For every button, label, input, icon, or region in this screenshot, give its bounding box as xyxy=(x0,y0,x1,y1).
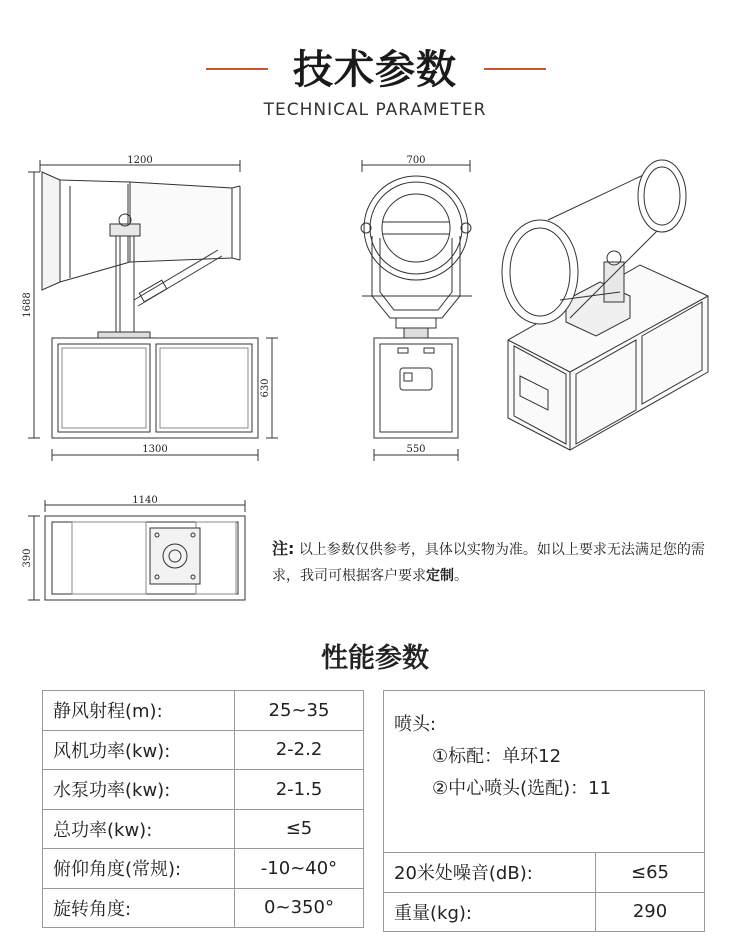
nozzle-option-standard: ①标配：单环12 xyxy=(432,746,562,767)
front-view-drawing xyxy=(361,160,472,461)
param-value: 2-2.2 xyxy=(235,730,364,770)
param-value: 2-1.5 xyxy=(235,770,364,810)
param-key: 旋转角度: xyxy=(43,888,235,928)
side-view-drawing xyxy=(28,160,278,461)
param-key: 水泵功率(kw): xyxy=(43,770,235,810)
nozzle-label: 喷头: xyxy=(394,714,437,735)
dim-top-depth: 390 xyxy=(22,548,33,568)
note-text xyxy=(272,536,732,589)
dim-base-height: 630 xyxy=(260,378,271,398)
param-value: 290 xyxy=(596,892,705,932)
note-bold: 定制 xyxy=(426,568,454,584)
nozzle-cell xyxy=(384,691,705,853)
param-value: 0~350° xyxy=(235,888,364,928)
table-row xyxy=(43,849,364,889)
param-value: 25~35 xyxy=(235,691,364,731)
param-key: 20米处噪音(dB): xyxy=(384,853,596,893)
table-row xyxy=(384,691,705,853)
note-label: 注: xyxy=(272,539,295,558)
param-key: 风机功率(kw): xyxy=(43,730,235,770)
dim-front-width-base: 550 xyxy=(406,444,426,455)
section-subtitle: TECHNICAL PARAMETER xyxy=(263,100,487,120)
dim-side-width-top: 1200 xyxy=(127,155,153,166)
dim-side-width-base: 1300 xyxy=(142,444,168,455)
table-row xyxy=(43,691,364,731)
param-value: -10~40° xyxy=(235,849,364,889)
table-row xyxy=(384,853,705,893)
param-key: 静风射程(m): xyxy=(43,691,235,731)
param-value: ≤5 xyxy=(235,809,364,849)
dim-front-width-top: 700 xyxy=(406,155,426,166)
isometric-view-drawing xyxy=(502,160,708,450)
top-view-drawing xyxy=(28,500,245,600)
param-value: ≤65 xyxy=(596,853,705,893)
param-key: 总功率(kw): xyxy=(43,809,235,849)
table-row xyxy=(43,809,364,849)
table-row xyxy=(43,770,364,810)
performance-table-right xyxy=(383,690,705,932)
dim-side-height: 1688 xyxy=(22,292,33,318)
note-body: 以上参数仅供参考，具体以实物为准。如以上要求无法满足您的需求，我司可根据客户要求 xyxy=(272,542,705,584)
note-end: 。 xyxy=(454,568,468,584)
nozzle-option-center: ②中心喷头(选配)：11 xyxy=(432,778,612,799)
table-row xyxy=(384,892,705,932)
section-title: 技术参数 xyxy=(293,47,457,93)
dim-top-width: 1140 xyxy=(132,495,158,506)
table-row xyxy=(43,888,364,928)
param-key: 重量(kg): xyxy=(384,892,596,932)
performance-title: 性能参数 xyxy=(321,643,429,674)
performance-table-left xyxy=(42,690,364,928)
param-key: 俯仰角度(常规): xyxy=(43,849,235,889)
table-row xyxy=(43,730,364,770)
